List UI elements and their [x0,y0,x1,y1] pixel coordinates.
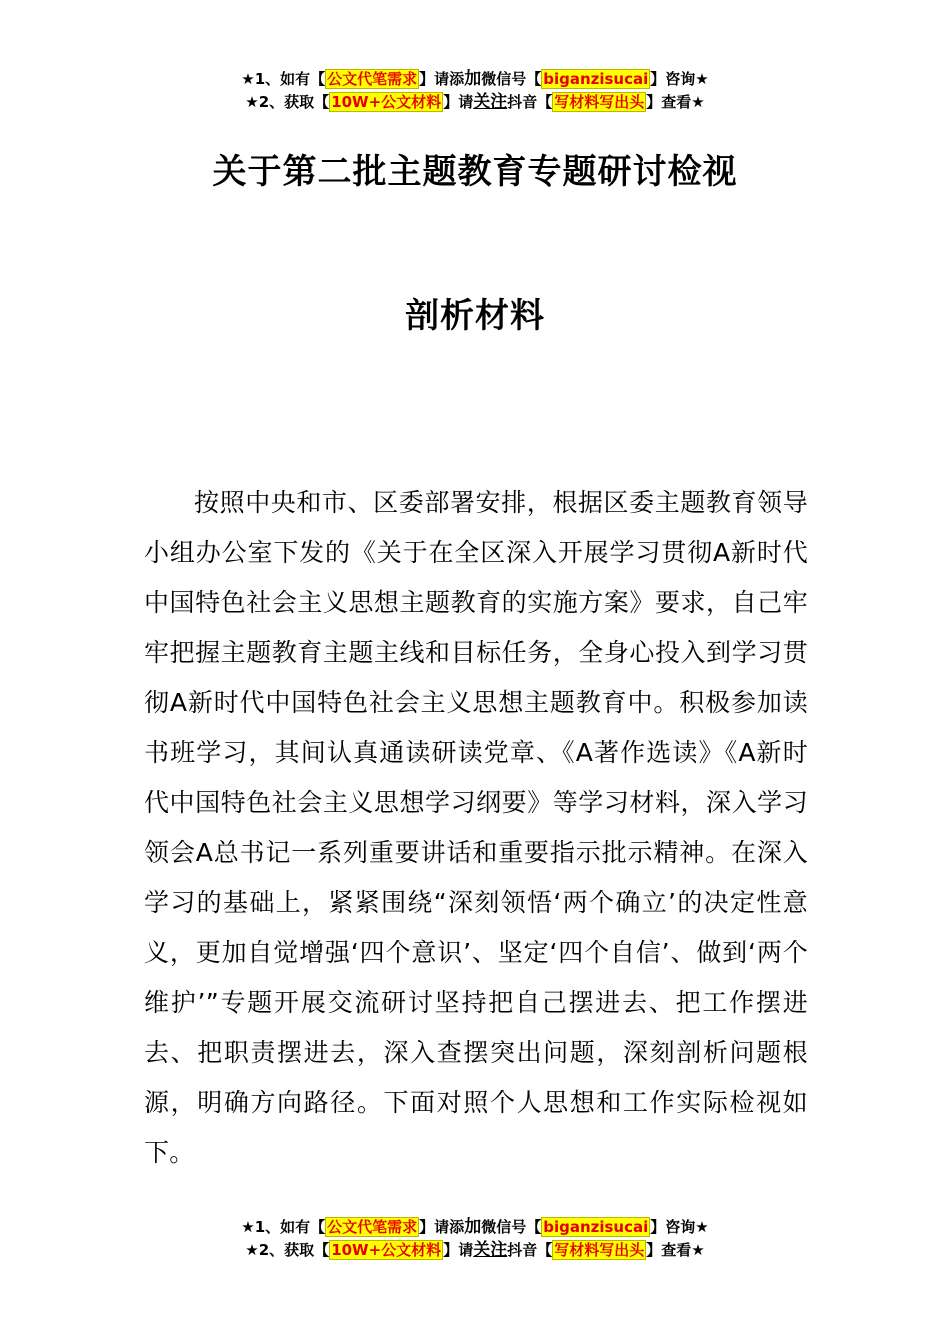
promo-text: ★1、如有【 [241,70,326,88]
promo-emphasis: 加 [464,69,482,89]
promo-highlight-account: 写材料写出头 [554,1241,645,1259]
promo-text: ★2、获取【 [245,93,330,111]
promo-text: 抖音【 [507,1241,553,1259]
promo-text: ★2、获取【 [245,1241,330,1259]
promo-highlight: 公文代笔需求 [327,1218,418,1236]
promo-highlight: 10W+公文材料 [331,1241,442,1259]
document-title-line-2: 剖析材料 [405,296,545,336]
promo-text: 】咨询★ [650,1218,709,1236]
promo-text: 】请添 [419,1218,465,1236]
promo-text: 抖音【 [507,93,553,111]
promo-highlight-wechat-id: biganzisucai [543,70,649,88]
promo-text: 】查看★ [646,1241,705,1259]
promo-text: 】请 [443,93,474,111]
promo-text: ★1、如有【 [241,1218,326,1236]
promo-emphasis: 关注 [473,1240,508,1260]
promo-line-1 [0,1216,950,1239]
promo-text: 】查看★ [646,93,705,111]
promo-banner-top [0,68,950,114]
promo-line-1 [0,68,950,91]
promo-text: 微信号【 [481,1218,542,1236]
promo-text: 微信号【 [481,70,542,88]
promo-banner-bottom [0,1216,950,1262]
promo-highlight: 公文代笔需求 [327,70,418,88]
promo-text: 】请添 [419,70,465,88]
promo-line-2 [0,91,950,114]
body-paragraph: 按照中央和市、区委部署安排，根据区委主题教育领导小组办公室下发的《关于在全区深入开展学习贯彻A新时代中国特色社会主义思想主题教育的实施方案》要求，自己牢牢把握主题教育主题主线和目标任务，全身心投入到学习贯彻A新时代中国特色社会主义思想主题教育中。积极参加读书班学习，其间认真通读研读党章、《A著作选读》《A新时代中国特色社会主义思想学习纲要》等学习材料，深入学习领会A总书记一系列重要讲话和重要指示批示精神。在深入学习的基础上，紧紧围绕“深刻领悟‘两个确立’的决定性意义，更加自觉增强‘四个意识’、坚定‘四个自信’、做到‘两个维护’”专题开展交流研讨坚持把自己摆进去、把工作摆进去、把职责摆进去，深入查摆突出问题，深刻剖析问题根源，明确方向路径。下面对照个人思想和工作实际检视如下。 [144,488,808,1167]
promo-emphasis: 关注 [473,92,508,112]
promo-text: 】请 [443,1241,474,1259]
document-title-line-1: 关于第二批主题教育专题研讨检视 [212,152,738,192]
promo-line-2 [0,1239,950,1262]
promo-highlight: 10W+公文材料 [331,93,442,111]
promo-highlight-account: 写材料写出头 [554,93,645,111]
promo-emphasis: 加 [464,1217,482,1237]
promo-highlight-wechat-id: biganzisucai [543,1218,649,1236]
promo-text: 】咨询★ [650,70,709,88]
